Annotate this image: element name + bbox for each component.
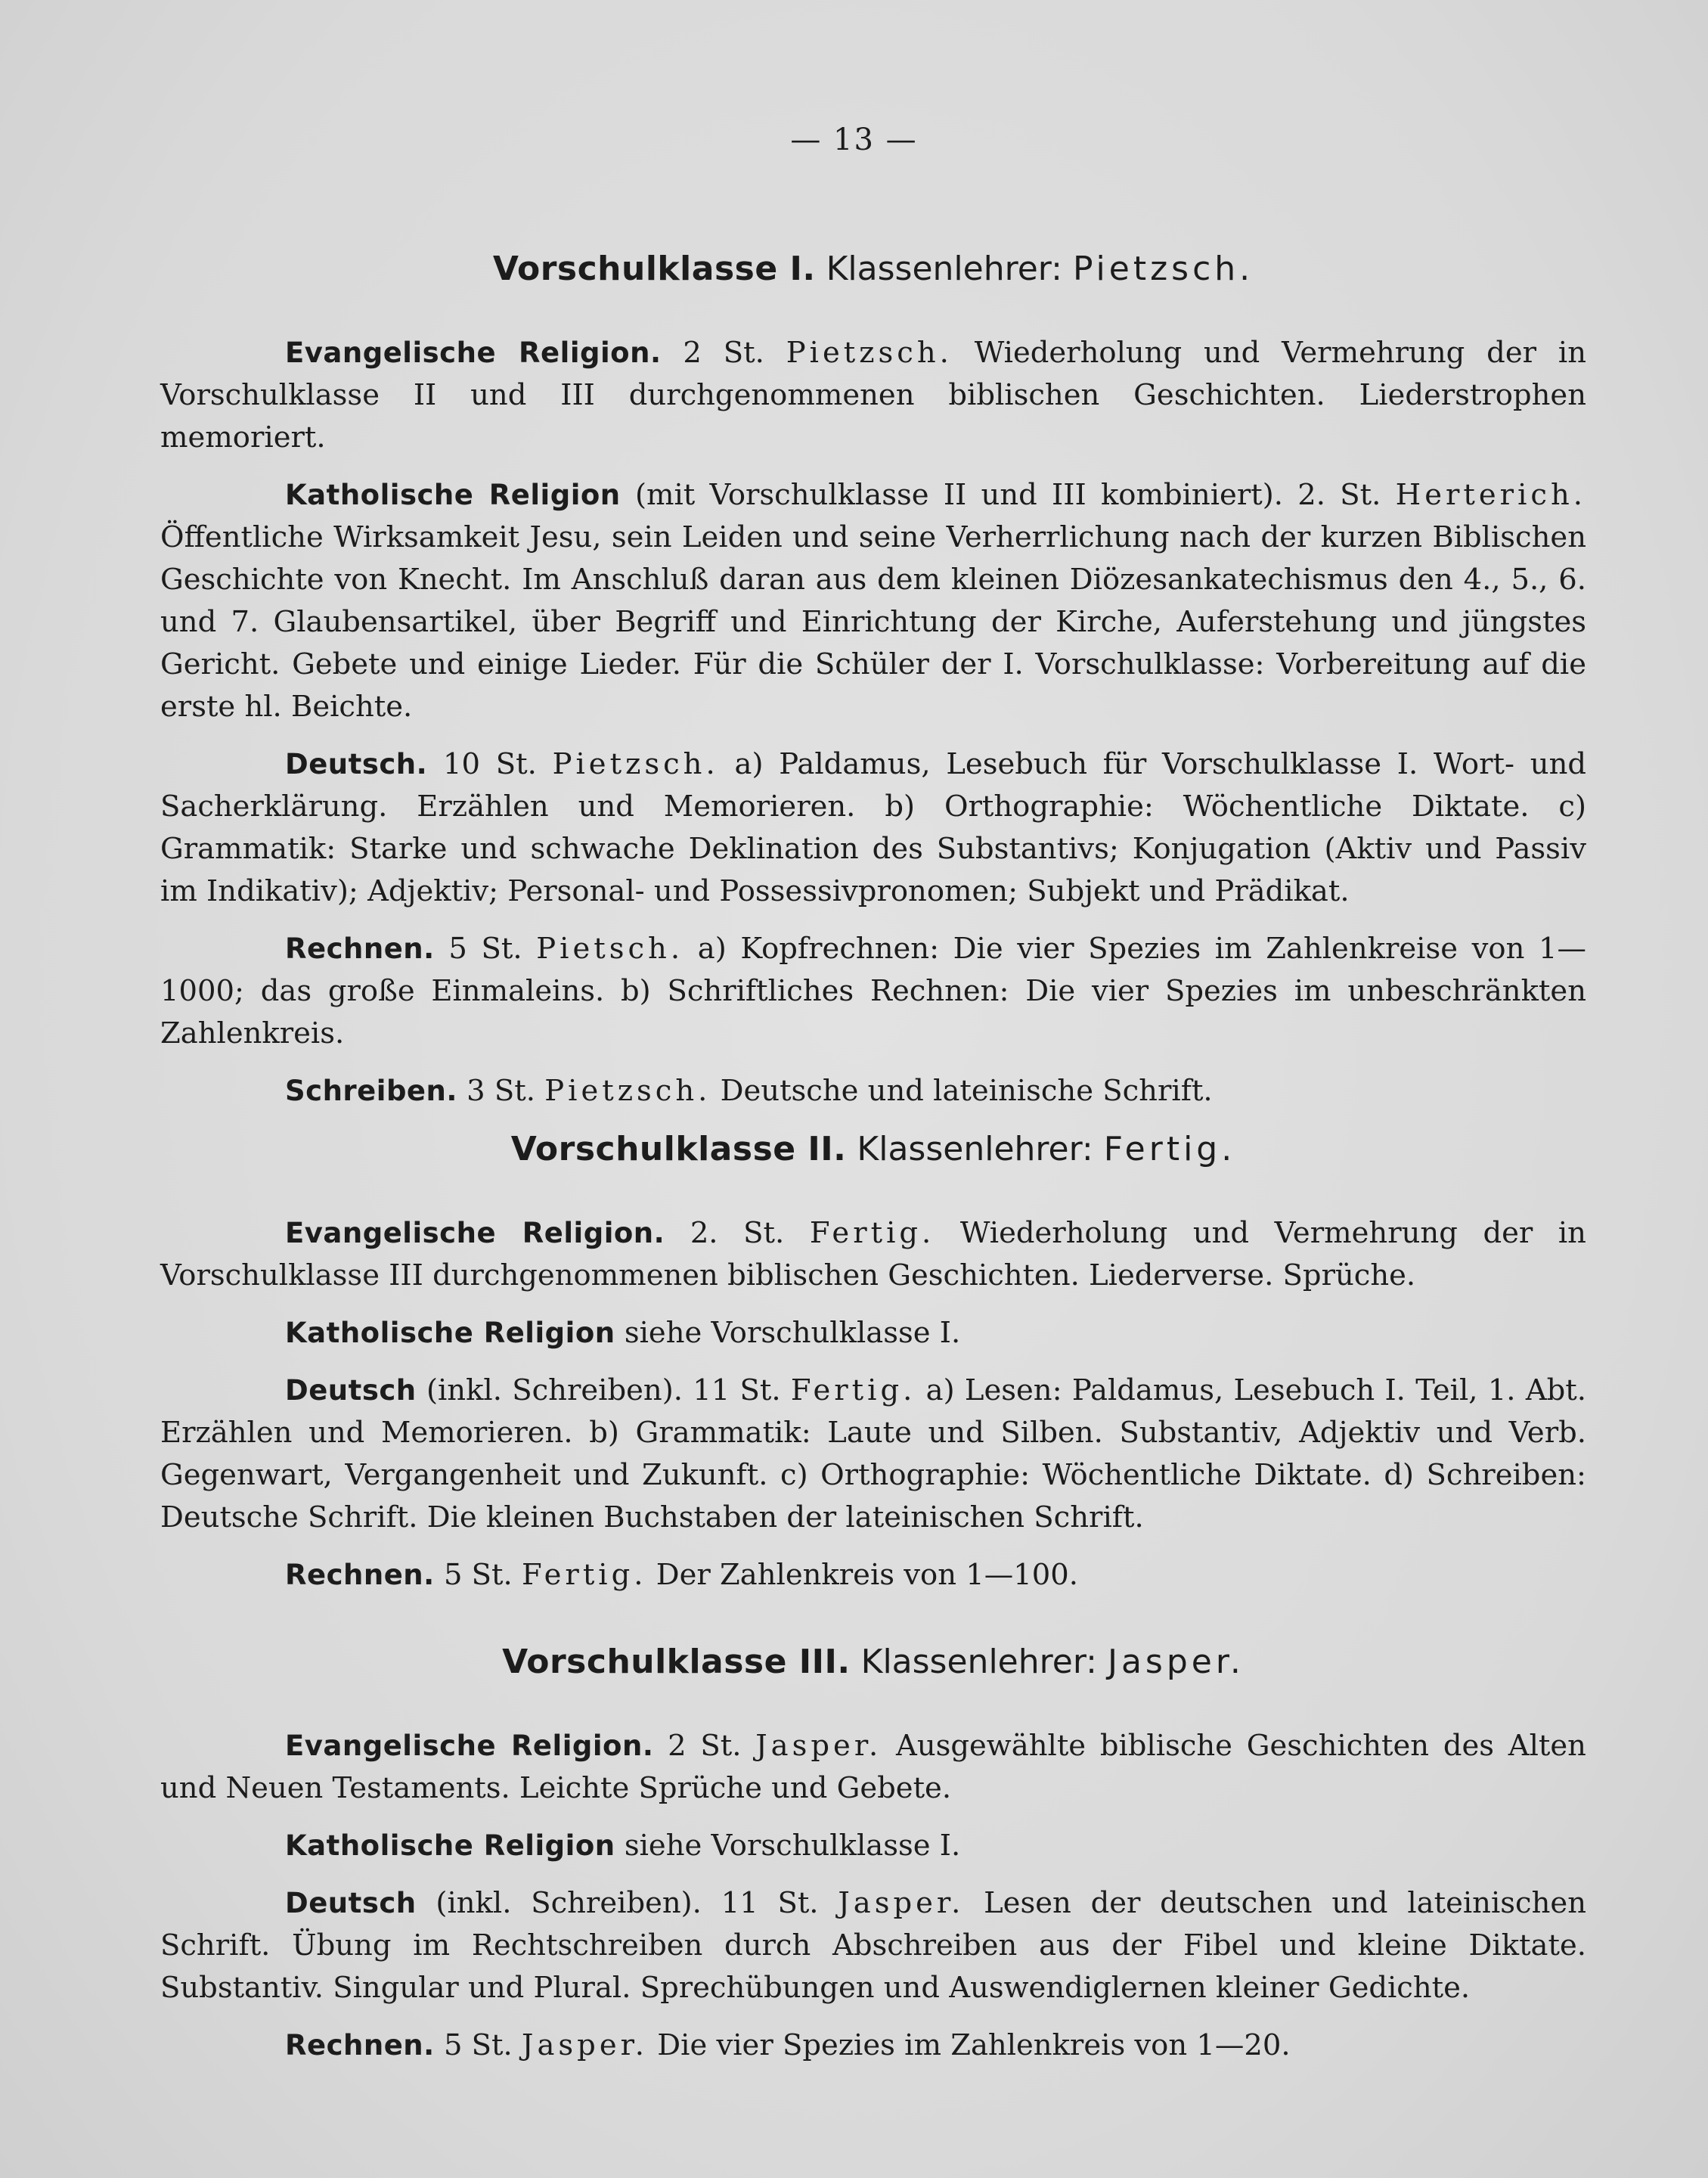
teacher-name: Fertig. [522, 1558, 647, 1592]
hours: (mit Vorschulklasse II und III kombiniert). 2. St. [634, 478, 1381, 512]
subject-paragraph [160, 1070, 1586, 1112]
subject-label: Rechnen. [285, 932, 435, 965]
hours: siehe Vorschulklasse I. [624, 1316, 961, 1350]
subject-label: Rechnen. [285, 1559, 435, 1591]
teacher-name: Jasper. [838, 1886, 965, 1920]
subject-label: Katholische Religion [285, 1317, 615, 1349]
hours: 2. St. [690, 1216, 785, 1250]
subject-content: Wiederholung und Vermehrung der in Vorschulklasse III durchgenommenen biblischen Geschichten. Liederverse. Sprüche. [160, 1216, 1586, 1292]
teacher-name: Jasper. [522, 2028, 649, 2062]
section-title: Vorschulklasse I. [492, 250, 816, 288]
subject-label: Katholische Religion [285, 479, 621, 511]
teacher-label: Klassenlehrer: [860, 1643, 1097, 1681]
subject-label: Deutsch [285, 1887, 417, 1919]
hours: 2 St. [668, 1729, 742, 1763]
subject-content: a) Lesen: Paldamus, Lesebuch I. Teil, 1. Abt. Erzählen und Memorieren. b) Grammatik: Laute und Silben. Substantiv, Adjektiv und Verb. Gegenwart, Vergangenheit und Zukunft. c) Orthographie: Wöchentliche Diktate. d) Schreiben: Deutsche Schrift. Die kleinen Buchstaben der lateinischen Schrift. [160, 1373, 1586, 1534]
subject-paragraph [160, 1212, 1586, 1297]
subject-content: Die vier Spezies im Zahlenkreis von 1—20. [657, 2028, 1291, 2062]
subject-label: Evangelische Religion. [285, 1217, 665, 1249]
subject-paragraph [160, 1370, 1586, 1539]
hours: 5 St. [443, 2028, 513, 2062]
section-vorschulklasse-3 [160, 1643, 1586, 2082]
hours: (inkl. Schreiben). 11 St. [426, 1373, 781, 1407]
section-title: Vorschulklasse III. [502, 1643, 851, 1681]
teacher-name: Pietzsch. [544, 1074, 711, 1108]
subject-paragraph [160, 474, 1586, 728]
subject-content: Öffentliche Wirksamkeit Jesu, sein Leiden und seine Verherrlichung nach der kurzen Biblischen Geschichte von Knecht. Im Anschluß daran aus dem kleinen Diözesankatechismus den 4., 5., 6. und 7. Glaubensartikel, über Begriff und Einrichtung der Kirche, Auferstehung und jüngstes Gericht. Gebete und einige Lieder. Für die Schüler der I. Vorschulklasse: Vorbereitung auf die erste hl. Beichte. [160, 520, 1586, 724]
teacher-name: Pietzsch. [552, 747, 719, 781]
subject-content: a) Paldamus, Lesebuch für Vorschulklasse I. Wort- und Sacherklärung. Erzählen und Memorieren. b) Orthographie: Wöchentliche Diktate. c) Grammatik: Starke und schwache Deklination des Substantivs; Konjugation (Aktiv und Passiv im Indikativ); Adjektiv; Personal- und Possessivpronomen; Subjekt und Prädikat. [160, 747, 1587, 908]
hours: (inkl. Schreiben). 11 St. [436, 1886, 819, 1920]
subject-label: Katholische Religion [285, 1829, 615, 1862]
subject-content: Der Zahlenkreis von 1—100. [656, 1558, 1078, 1592]
teacher-name: Fertig. [1103, 1130, 1236, 1168]
subject-content: Ausgewählte biblische Geschichten des Alten und Neuen Testaments. Leichte Sprüche und Gebete. [160, 1729, 1586, 1805]
teacher-name: Fertig. [790, 1373, 916, 1407]
hours: 10 St. [442, 747, 537, 781]
subject-paragraph [160, 1554, 1586, 1596]
subject-content: a) Kopfrechnen: Die vier Spezies im Zahlenkreise von 1—1000; das große Einmaleins. b) Schriftliches Rechnen: Die vier Spezies im unbeschränkten Zahlenkreis. [160, 932, 1587, 1050]
section-vorschulklasse-1 [160, 250, 1586, 1128]
hours: 5 St. [443, 1558, 513, 1592]
subject-label: Rechnen. [285, 2029, 435, 2062]
subject-label: Deutsch. [285, 748, 428, 780]
hours: 2 St. [683, 336, 764, 370]
teacher-name: Pietsch. [536, 932, 684, 966]
teacher-name: Pietzsch. [786, 336, 953, 370]
teacher-name: Herterich. [1395, 478, 1586, 512]
subject-label: Evangelische Religion. [285, 337, 662, 369]
subject-paragraph [160, 1882, 1586, 2009]
subject-content: Lesen der deutschen und lateinischen Schrift. Übung im Rechtschreiben durch Abschreiben aus der Fibel und kleine Diktate. Substantiv. Singular und Plural. Sprechübungen und Auswendiglernen kleiner Gedichte. [160, 1886, 1586, 2005]
subject-paragraph [160, 332, 1586, 459]
hours: 5 St. [448, 932, 522, 966]
hours: siehe Vorschulklasse I. [624, 1829, 961, 1863]
section-vorschulklasse-2 [160, 1130, 1586, 1612]
subject-paragraph [160, 928, 1586, 1055]
section-title: Vorschulklasse II. [510, 1130, 847, 1168]
teacher-name: Jasper. [755, 1729, 882, 1763]
subject-label: Evangelische Religion. [285, 1730, 654, 1762]
subject-paragraph [160, 1825, 1586, 1867]
page-number: — 13 — [790, 123, 918, 157]
subject-content: Wiederholung und Vermehrung der in Vorschulklasse II und III durchgenommenen biblischen Geschichten. Liederstrophen memoriert. [160, 336, 1586, 455]
subject-paragraph [160, 1312, 1586, 1354]
teacher-name: Jasper. [1107, 1643, 1245, 1681]
subject-paragraph [160, 1725, 1586, 1810]
section-heading [160, 1643, 1586, 1681]
section-heading [160, 250, 1586, 288]
subject-label: Deutsch [285, 1374, 417, 1407]
hours: 3 St. [467, 1074, 535, 1108]
subject-paragraph [160, 2024, 1586, 2067]
subject-paragraph [160, 743, 1586, 913]
teacher-name: Fertig. [809, 1216, 935, 1250]
teacher-name: Pietzsch. [1072, 250, 1254, 288]
section-heading [160, 1130, 1586, 1168]
teacher-label: Klassenlehrer: [826, 250, 1062, 288]
teacher-label: Klassenlehrer: [857, 1130, 1093, 1168]
subject-label: Schreiben. [285, 1075, 457, 1107]
subject-content: Deutsche und lateinische Schrift. [720, 1074, 1213, 1108]
